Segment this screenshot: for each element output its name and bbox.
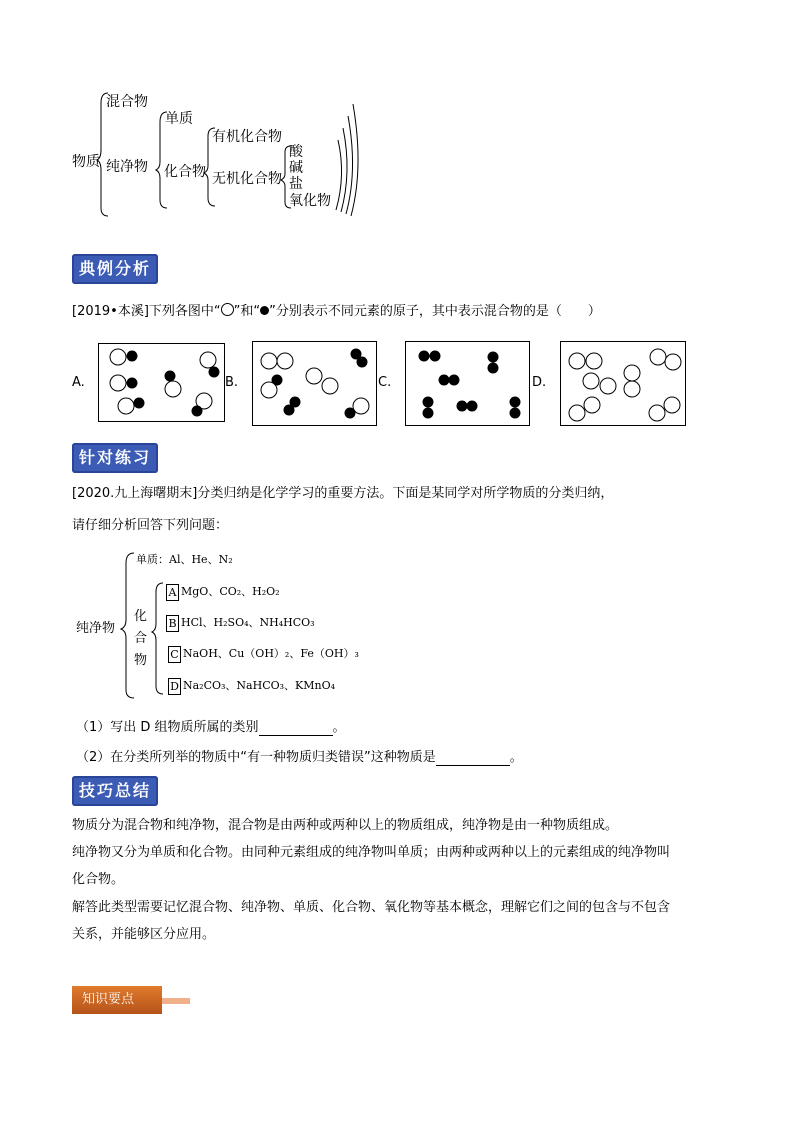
tree-acid: 酸 xyxy=(289,144,303,160)
brace-pure-2 xyxy=(121,553,134,698)
question2-line2: 请仔细分析回答下列问题： xyxy=(72,518,229,533)
tree-organic: 有机化合物 xyxy=(212,129,282,145)
tree-element: 单质 xyxy=(165,111,193,127)
question1-text-a: [2019•本溪]下列各图中“ xyxy=(72,304,221,319)
tree-root: 物质 xyxy=(72,154,100,170)
subquestion-1 xyxy=(76,720,346,736)
option-label-a[interactable]: A. xyxy=(72,375,85,390)
subquestion-1-text: （1）写出 D 组物质所属的类别 xyxy=(76,720,259,735)
group-letter-a: A xyxy=(166,584,179,601)
section-badge-example: 典例分析 xyxy=(72,254,158,284)
tree-base: 碱 xyxy=(289,160,303,176)
summary-line-4: 解答此类型需要记忆混合物、纯净物、单质、化合物、氧化物等基本概念，理解它们之间的包含与不包含 xyxy=(72,900,671,915)
summary-line-1: 物质分为混合物和纯净物，混合物是由两种或两种以上的物质组成，纯净物是由一种物质组成。 xyxy=(72,818,619,833)
answer-blank-2[interactable] xyxy=(436,751,510,766)
option-label-b[interactable]: B. xyxy=(225,375,239,390)
tree-salt: 盐 xyxy=(289,176,303,192)
question1-text-c: ”分别表示不同元素的原子，其中表示混合物的是（ ） xyxy=(269,304,601,319)
question1-text-b: ”和“ xyxy=(233,304,261,319)
group-letter-d: D xyxy=(168,678,181,695)
subquestion-2-end: 。 xyxy=(509,750,523,765)
group-items-d: Na₂CO₃、NaHCO₃、KMnO₄ xyxy=(183,679,336,692)
tree2-compound-char-2: 合 xyxy=(134,631,148,646)
subquestion-2-text: （2）在分类所列举的物质中“有一种物质归类错误”这种物质是 xyxy=(76,750,436,765)
tree-inorganic: 无机化合物 xyxy=(212,171,282,187)
tree-pure: 纯净物 xyxy=(106,159,148,175)
brace-compound-2 xyxy=(152,583,163,694)
tree-oxide: 氧化物 xyxy=(289,193,331,209)
summary-line-5: 关系，并能够区分应用。 xyxy=(72,927,216,942)
group-items-c: NaOH、Cu（OH）₂、Fe（OH）₃ xyxy=(183,647,359,660)
summary-line-3: 化合物。 xyxy=(72,872,125,887)
tree2-root: 纯净物 xyxy=(76,621,116,636)
subquestion-2 xyxy=(76,750,523,766)
answer-blank-1[interactable] xyxy=(259,721,333,736)
question2-line1: [2020.九上海曙期末]分类归纳是化学学习的重要方法。下面是某同学对所学物质的分类归纳， xyxy=(72,486,614,501)
subquestion-1-end: 。 xyxy=(332,720,346,735)
option-label-c[interactable]: C. xyxy=(378,375,392,390)
tree2-compound-char-1: 化 xyxy=(134,609,148,624)
group-letter-c: C xyxy=(168,646,181,663)
knowledge-tab: 知识要点 xyxy=(72,986,162,1014)
group-letter-b: B xyxy=(166,615,179,632)
tree2-element-row: 单质：Al、He、N₂ xyxy=(136,553,233,566)
group-items-b: HCl、H₂SO₄、NH₄HCO₃ xyxy=(181,616,315,629)
tree-compound: 化合物 xyxy=(164,164,206,180)
option-label-d[interactable]: D. xyxy=(532,375,547,390)
knowledge-tab-tail xyxy=(162,998,190,1004)
tree2-compound-char-3: 物 xyxy=(134,653,148,668)
summary-line-2: 纯净物又分为单质和化合物。由同种元素组成的纯净物叫单质；由两种或两种以上的元素组成的纯净物叫 xyxy=(72,845,671,860)
group-items-a: MgO、CO₂、H₂O₂ xyxy=(181,585,280,598)
section-badge-practice: 针对练习 xyxy=(72,443,158,473)
section-badge-summary: 技巧总结 xyxy=(72,776,158,806)
tree-mixture: 混合物 xyxy=(106,94,148,110)
